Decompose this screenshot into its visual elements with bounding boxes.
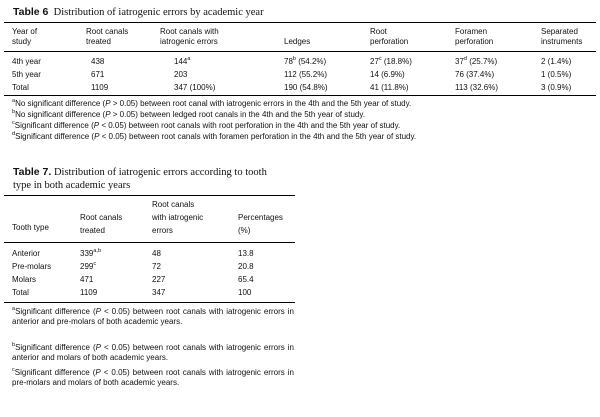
t7-footnote-b: $^b$Significant difference (P < 0.05) between root canals with iatrogenic errors in anterior and molars of both academic years. xyxy=(12,342,294,362)
t7-r3-treated: 471 xyxy=(80,275,94,284)
t7-r4-treated: 1109 xyxy=(80,288,98,297)
t6-r3-foramen-perforation: 113 (32.6%) xyxy=(455,83,498,92)
t7-r2-pct: 20.8 xyxy=(238,262,254,271)
t6-header-foramen-perforation: Foramen perforation xyxy=(455,27,494,46)
t6-r2-errors: 203 xyxy=(174,70,188,79)
t6-header-year: Year of study xyxy=(12,27,38,46)
t6-r3-separated: 3 (0.9%) xyxy=(541,83,572,92)
t7-r3-errors: 227 xyxy=(152,275,166,284)
t7-r3-pct: 65.4 xyxy=(238,275,254,284)
table7-top-rule xyxy=(4,195,295,196)
table6-label: Table 6 xyxy=(13,6,49,18)
t6-r1-root-perforation: 27$^c$ (18.8%) xyxy=(370,56,412,66)
t7-header-percentages: Percentages (%) xyxy=(238,213,283,235)
t7-r1-pct: 13.8 xyxy=(238,249,254,258)
t7-footnote-a: $^a$Significant difference (P < 0.05) between root canals with iatrogenic errors in anterior and pre-molars of both academic years. xyxy=(12,306,294,326)
table6-bottom-rule xyxy=(4,95,596,96)
t6-r1-ledges: 78$^b$ (54.2%) xyxy=(284,56,327,66)
t6-r1-treated: 438 xyxy=(91,57,105,66)
t7-r1-errors: 48 xyxy=(152,249,161,258)
t6-footnote-c: $^c$Significant difference (P < 0.05) between root canals with root perforation in the 4th and the 5th year of study. xyxy=(12,120,401,130)
t6-r2-ledges: 112 (55.2%) xyxy=(284,70,327,79)
t7-r2-treated: 299$^c$ xyxy=(80,261,97,271)
t7-r4-errors: 347 xyxy=(152,288,166,297)
t7-r2-tooth: Pre-molars xyxy=(12,262,52,271)
table7-bottom-rule xyxy=(4,302,295,303)
t6-r2-foramen-perforation: 76 (37.4%) xyxy=(455,70,495,79)
t6-r1-foramen-perforation: 37$^d$ (25.7%) xyxy=(455,56,498,66)
t7-r1-treated: 339$^{a,b}$ xyxy=(80,248,102,258)
table7-label: Table 7. xyxy=(13,166,52,178)
t7-r2-errors: 72 xyxy=(152,262,161,271)
t7-header-with-errors: Root canals with iatrogenic errors xyxy=(152,200,204,235)
t7-r3-tooth: Molars xyxy=(12,275,37,284)
t6-r3-root-perforation: 41 (11.8%) xyxy=(370,83,409,92)
t7-r4-tooth: Total xyxy=(12,288,29,297)
t6-r2-separated: 1 (0.5%) xyxy=(541,70,572,79)
t6-r3-errors: 347 (100%) xyxy=(174,83,216,92)
t7-header-tooth-type: Tooth type xyxy=(12,223,49,232)
t7-footnote-c: $^c$Significant difference (P < 0.05) between root canals with iatrogenic errors in pre-molars and molars of both academic years. xyxy=(12,367,294,387)
t6-r2-year: 5th year xyxy=(12,70,41,79)
t6-r1-errors: 144$^a$ xyxy=(174,56,191,66)
t7-r4-pct: 100 xyxy=(238,288,252,297)
t6-r1-separated: 2 (1.4%) xyxy=(541,57,572,66)
t6-r3-treated: 1109 xyxy=(91,83,109,92)
t6-r1-year: 4th year xyxy=(12,57,41,66)
t6-r2-root-perforation: 14 (6.9%) xyxy=(370,70,405,79)
t6-r2-treated: 671 xyxy=(91,70,105,79)
table7-header-rule xyxy=(4,242,295,243)
t6-header-with-errors: Root canals with iatrogenic errors xyxy=(160,27,219,46)
t6-header-ledges: Ledges xyxy=(284,37,311,46)
table6-header-rule xyxy=(4,51,596,52)
t7-r1-tooth: Anterior xyxy=(12,249,41,258)
table6-title: Distribution of iatrogenic errors by academic year xyxy=(53,7,264,18)
t6-footnote-a: $^a$No significant difference (P > 0.05) between root canal with iatrogenic errors in the 4th and the 5th year of study. xyxy=(12,98,412,108)
table7-title-line2: type in both academic years xyxy=(13,180,131,191)
table6-top-rule xyxy=(4,22,596,23)
t6-header-separated-instruments: Separated instruments xyxy=(541,27,583,46)
table7-caption xyxy=(13,166,303,192)
table6-caption xyxy=(13,6,264,18)
table7-title-line1: Distribution of iatrogenic errors according to tooth xyxy=(53,167,267,178)
t6-footnote-d: $^d$Significant difference (P < 0.05) between root canals with foramen perforation in the 4th and the 5th year of study. xyxy=(12,131,417,141)
t6-r3-year: Total xyxy=(12,83,29,92)
t6-r3-ledges: 190 (54.8%) xyxy=(284,83,328,92)
t6-footnote-b: $^b$No significant difference (P > 0.05) between ledged root canals in the 4th and the 5th year of study. xyxy=(12,109,365,119)
t7-header-treated: Root canals treated xyxy=(80,213,123,235)
t6-header-treated: Root canals treated xyxy=(86,27,129,46)
t6-header-root-perforation: Root perforation xyxy=(370,27,409,46)
